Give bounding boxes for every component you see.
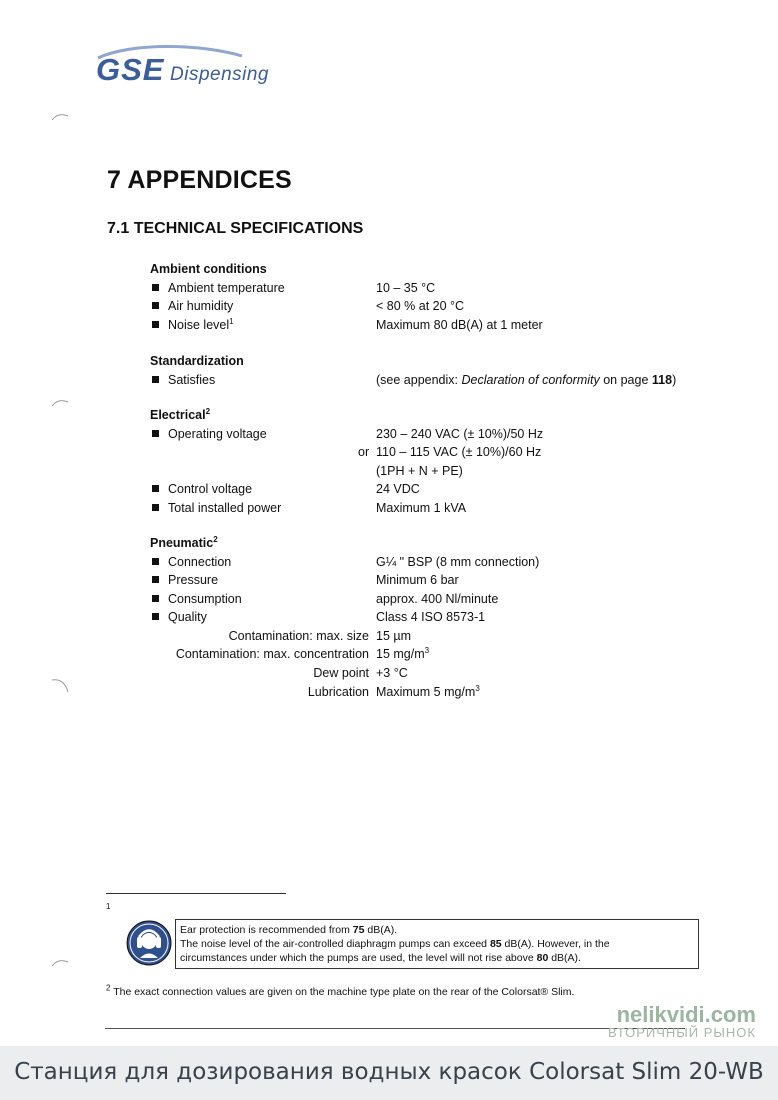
footnote-1-marker: 1 [106, 902, 111, 911]
bullet-icon [152, 284, 159, 291]
ambient-heading: Ambient conditions [150, 262, 267, 276]
spec-value: approx. 400 Nl/minute [376, 592, 499, 606]
spec-row-air-humidity [0, 299, 778, 313]
spec-label: Satisfies [168, 373, 216, 387]
spec-value: 110 – 115 VAC (± 10%)/60 Hz [376, 445, 542, 459]
spec-row-phase [0, 464, 778, 478]
note-line-1: Ear protection is recommended from 75 dB(A). [180, 924, 398, 936]
spec-value: 10 – 35 °C [376, 281, 436, 295]
section-title: 7.1 TECHNICAL SPECIFICATIONS [107, 220, 364, 237]
spec-value: 24 VDC [376, 482, 420, 496]
spec-value: 230 – 240 VAC (± 10%)/50 Hz [376, 427, 544, 441]
bullet-icon [152, 558, 159, 565]
spec-row-dew-point [0, 666, 778, 680]
spec-value: 15 µm [376, 629, 411, 643]
spec-row-quality [0, 610, 778, 624]
scan-mark-icon [50, 396, 70, 410]
spec-label: Connection [168, 555, 232, 569]
spec-value: +3 °C [376, 666, 408, 680]
watermark-brand: nelikvidi.com [616, 1002, 756, 1027]
spec-label: Dew point [313, 666, 369, 680]
spec-row-operating-voltage-alt [0, 445, 778, 459]
bullet-icon [152, 613, 159, 620]
spec-row-satisfies [0, 373, 778, 387]
bullet-icon [152, 576, 159, 583]
spec-row-installed-power [0, 501, 778, 515]
ear-protection-icon [126, 920, 172, 966]
spec-row-connection [0, 555, 778, 569]
spec-row-contamination-concentration [0, 647, 778, 661]
logo-product: Dispensing [170, 64, 269, 85]
spec-label: Consumption [168, 592, 242, 606]
spec-value: 15 $mg/m^3$ [376, 645, 430, 661]
spec-row-operating-voltage [0, 427, 778, 441]
pneumatic-heading: Pneumatic$^2$ [150, 534, 218, 550]
bullet-icon [152, 376, 159, 383]
spec-label: Operating voltage [168, 427, 267, 441]
spec-row-pressure [0, 573, 778, 587]
spec-label: Pressure [168, 573, 219, 587]
spec-value: Maximum 5 $mg/m^3$ [376, 683, 480, 699]
electrical-heading: Electrical$^2$ [150, 406, 211, 422]
caption-banner [0, 1046, 778, 1100]
bullet-icon [152, 430, 159, 437]
spec-value: < 80 % at 20 °C [376, 299, 465, 313]
spec-value: Maximum 80 dB(A) at 1 meter [376, 318, 543, 332]
spec-label: Air humidity [168, 299, 234, 313]
logo-brand: GSE [96, 52, 165, 87]
spec-row-ambient-temp [0, 281, 778, 295]
note-line-2: The noise level of the air-controlled diaphragm pumps can exceed 85 dB(A). However, in the [180, 938, 610, 950]
footnote-separator [106, 893, 286, 894]
footer-rule [105, 1028, 685, 1029]
spec-label: Contamination: max. concentration [175, 647, 369, 661]
spec-value: (see appendix: Declaration of conformity on page 118) [376, 373, 677, 387]
spec-label: Total installed power [168, 501, 282, 515]
spec-label: Quality [168, 610, 207, 624]
spec-value: G¼ " BSP (8 mm connection) [376, 555, 540, 569]
spec-value: (1PH + N + PE) [376, 464, 463, 478]
note-line-3: circumstances under which the pumps are used, the level will not rise above 80 dB(A). [180, 952, 581, 964]
spec-value: Minimum 6 bar [376, 573, 459, 587]
spec-row-consumption [0, 592, 778, 606]
spec-label: Contamination: max. size [228, 629, 369, 643]
standardization-heading: Standardization [150, 354, 244, 368]
spec-row-noise-level [0, 318, 778, 332]
bullet-icon [152, 302, 159, 309]
spec-label: Control voltage [168, 482, 253, 496]
caption-text: Станция для дозирования водных красок Colorsat Slim 20-WB [14, 1059, 764, 1085]
footnote-ref: 1 [229, 316, 234, 326]
bullet-icon [152, 504, 159, 511]
spec-row-contamination-size [0, 629, 778, 643]
scan-mark-icon [50, 956, 70, 970]
spec-label: Noise level$^1$ [168, 316, 234, 332]
footnote-2: $^2$ The exact connection values are given on the machine type plate on the rear of the Colorsat® Slim. [106, 983, 575, 998]
spec-row-control-voltage [0, 482, 778, 496]
bullet-icon [152, 321, 159, 328]
spec-label: Lubrication [307, 685, 369, 699]
watermark-sub: ВТОРИЧНЫЙ РЫНОК [607, 1025, 756, 1040]
or-label: or [358, 445, 370, 459]
ear-protection-note [175, 919, 699, 969]
gse-logo [92, 44, 292, 104]
bullet-icon [152, 595, 159, 602]
spec-value: Class 4 ISO 8573-1 [376, 610, 486, 624]
spec-label: Ambient temperature [168, 281, 285, 295]
bullet-icon [152, 485, 159, 492]
spec-row-lubrication [0, 685, 778, 699]
chapter-title: 7 APPENDICES [107, 166, 292, 194]
spec-value: Maximum 1 kVA [376, 501, 467, 515]
scan-mark-icon [50, 110, 70, 124]
